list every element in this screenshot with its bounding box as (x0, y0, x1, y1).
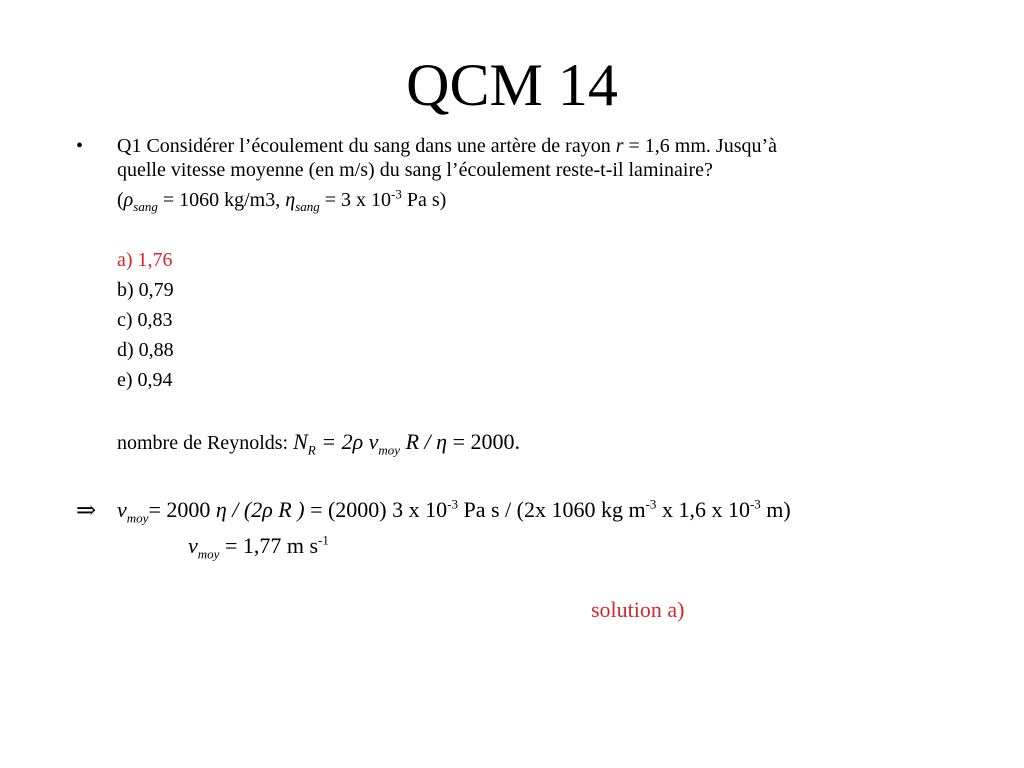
derivation-v: v (117, 497, 127, 522)
eta-exponent: -3 (391, 186, 402, 202)
result-v: v (188, 533, 198, 558)
bullet: • (76, 135, 84, 157)
reynolds-formula (117, 429, 520, 458)
derivation-eta: η (215, 497, 227, 522)
option-a: a) 1,76 (117, 249, 173, 271)
eta-value: = 3 x 10 (319, 189, 392, 211)
reynolds-v-sub: moy (378, 442, 401, 458)
sang-subscript: sang (133, 199, 158, 214)
derivation-eq-b: = (2000) 3 x 10 (304, 497, 448, 522)
rho-value: = 1060 kg/m3, (157, 189, 286, 211)
rho-symbol: ρ (123, 189, 134, 211)
params-open: ( (117, 189, 124, 211)
derivation-eq-c: Pa s / (2x 1060 kg m (457, 497, 646, 522)
solution-text: solution a) (591, 597, 685, 622)
result-value: = 1,77 m s (219, 533, 319, 558)
slide-title: QCM 14 (406, 52, 618, 118)
reynolds-N-sub: R (307, 442, 316, 458)
reynolds-v: v (363, 429, 379, 454)
option-c: c) 0,83 (117, 309, 173, 331)
result-v-sub: moy (197, 546, 220, 562)
derivation-mid: / (2 (226, 497, 263, 522)
reynolds-rho: ρ (352, 429, 364, 454)
derivation-eq-d: x 1,6 x 10 (656, 497, 750, 522)
derivation-exp-1: -3 (447, 496, 458, 512)
question-parameters (117, 188, 446, 212)
implies-arrow: ⇒ (76, 498, 97, 524)
derivation-rho: ρ (262, 497, 273, 522)
eta-symbol: η (285, 189, 296, 211)
reynolds-N: N (293, 429, 308, 454)
reynolds-label: nombre de Reynolds: (117, 432, 294, 454)
derivation-r: R ) (272, 497, 305, 522)
question-line-1 (117, 134, 777, 158)
sang-subscript: sang (295, 199, 320, 214)
reynolds-rest: R / (400, 429, 437, 454)
derivation-exp-3: -3 (749, 496, 761, 512)
result-exponent: -1 (318, 532, 329, 548)
question-line-2: quelle vitesse moyenne (en m/s) du sang l’écoulement reste-t-il laminaire? (117, 159, 713, 181)
question-text-a: Q1 Considérer l’écoulement du sang dans une artère de rayon (117, 135, 616, 157)
reynolds-value: = 2000. (447, 429, 520, 454)
derivation-v-sub: moy (126, 510, 149, 526)
question-text-b: = 1,6 mm. Jusqu’à (623, 135, 778, 157)
option-e: e) 0,94 (117, 369, 173, 391)
option-d: d) 0,88 (117, 339, 174, 361)
option-b: b) 0,79 (117, 279, 174, 301)
reynolds-eq: = 2 (315, 429, 353, 454)
derivation-eq-e: m) (760, 497, 791, 522)
params-close: Pa s) (401, 189, 447, 211)
reynolds-eta: η (436, 429, 448, 454)
derivation-exp-2: -3 (645, 496, 657, 512)
radius-symbol: r (615, 135, 624, 157)
result-line (188, 532, 329, 562)
derivation-line (117, 496, 791, 526)
derivation-eq-a: = 2000 (148, 497, 216, 522)
